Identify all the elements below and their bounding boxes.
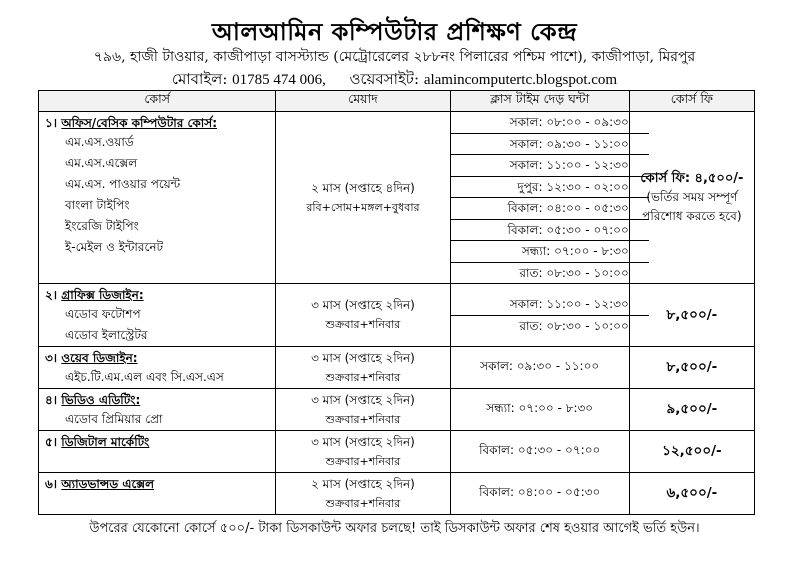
course-fee: ৮,৫০০/- <box>666 359 718 375</box>
fee-cell <box>629 112 754 284</box>
table-header-row <box>39 91 755 112</box>
duration-text: ৩ মাস (সপ্তাহে ২দিন) <box>311 298 415 312</box>
course-fee: কোর্স ফি: ৪,৫০০/- <box>640 171 744 186</box>
duration-cell <box>276 389 450 431</box>
course-row <box>39 112 755 284</box>
duration-cell <box>276 284 450 347</box>
course-name: ডিজিটাল মার্কেটিং <box>61 435 150 449</box>
course-row <box>39 431 755 473</box>
course-row <box>39 473 755 515</box>
course-fee: ১২,৫০০/- <box>662 443 722 459</box>
course-name: ওয়েব ডিজাইন: <box>61 351 138 365</box>
course-subject: এম.এস.ওয়ার্ড <box>65 135 134 149</box>
course-number: ২। <box>45 288 58 302</box>
course-number: ১। <box>45 116 58 130</box>
course-subject: এইচ.টি.এম.এল এবং সি.এস.এস <box>65 370 224 384</box>
discount-notice: উপরের যেকোনো কোর্সে ৫০০/- টাকা ডিসকাউন্ট অফার চলছে! তাই ডিসকাউন্ট অফার শেষ হওয়ার আগেই ভর্তি হউন। <box>89 521 700 536</box>
course-number: ৬। <box>45 477 58 491</box>
mobile-label: মোবাইল: <box>171 70 228 88</box>
class-days: শুক্রবার+শনিবার <box>325 318 401 331</box>
class-days: শুক্রবার+শনিবার <box>325 496 401 510</box>
class-time-slot: রাত: ০৮:৩০ - ১০:০০ <box>519 318 629 333</box>
course-cell <box>39 284 276 347</box>
course-row <box>39 389 755 431</box>
course-subject: এম.এস.এক্সেল <box>65 156 138 170</box>
course-fee: ৯,৫০০/- <box>666 401 718 417</box>
duration-cell <box>276 112 450 284</box>
duration-cell <box>276 431 450 473</box>
course-cell <box>39 389 276 431</box>
course-number: ৩। <box>45 351 58 365</box>
fee-cell <box>629 284 754 347</box>
mobile-number: 01785 474 006, <box>232 72 326 88</box>
course-name: গ্রাফিক্স ডিজাইন: <box>61 288 144 302</box>
class-time-cell <box>450 112 629 284</box>
fee-note: (ভর্তির সময় সম্পূর্ণ পরিশোধ করতে হবে) <box>642 190 742 223</box>
course-fee: ৮,৫০০/- <box>666 306 718 323</box>
course-name: অ্যাডভান্সড এক্সেল <box>61 477 155 491</box>
class-time-cell <box>450 389 629 431</box>
course-cell <box>39 431 276 473</box>
class-time-slot: বিকাল: ০৫:৩০ - ০৭:০০ <box>451 220 649 242</box>
class-time-cell <box>450 473 629 515</box>
course-number: ৫। <box>45 435 58 449</box>
class-time-cell <box>450 431 629 473</box>
course-title <box>45 114 275 132</box>
course-name: অফিস/বেসিক কম্পিউটার কোর্স: <box>61 116 217 130</box>
class-time-slot: দুপুর: ১২:৩০ - ০২:০০ <box>451 177 649 199</box>
course-subject: বাংলা টাইপিং <box>65 198 130 212</box>
course-subject: এম.এস. পাওয়ার পয়েন্ট <box>65 177 181 191</box>
course-cell <box>39 112 276 284</box>
class-time-slot: বিকাল: ০৪:০০ - ০৫:৩০ <box>479 484 601 499</box>
website-url[interactable]: alamincomputertc.blogspot.com <box>423 72 618 88</box>
fee-cell <box>629 431 754 473</box>
course-subject: ই-মেইল ও ইন্টারনেট <box>65 240 164 254</box>
class-time-cell <box>450 284 629 347</box>
class-days: শুক্রবার+শনিবার <box>325 370 401 384</box>
course-title <box>45 433 275 451</box>
fee-cell <box>629 347 754 389</box>
fee-cell <box>629 473 754 515</box>
course-subject: এডোব ফটোশপ <box>65 307 141 321</box>
course-fee: ৬,৫০০/- <box>666 485 718 501</box>
header-duration: মেয়াদ <box>276 91 450 112</box>
course-subject: এডোব ইলাস্ট্রেটর <box>65 328 148 342</box>
class-days: রবি+সোম+মঙ্গল+বুধবার <box>306 200 420 214</box>
course-cell <box>39 347 276 389</box>
class-days: শুক্রবার+শনিবার <box>325 412 401 426</box>
course-title <box>45 391 275 409</box>
course-subject: এডোব প্রিমিয়ার প্রো <box>65 412 163 426</box>
header-course: কোর্স <box>39 91 276 112</box>
duration-text: ২ মাস (সপ্তাহে ২দিন) <box>311 476 415 491</box>
class-time-slot: সকাল: ১১:০০ - ১২:৩০ <box>451 294 649 316</box>
class-time-slot: বিকাল: ০৪:০০ - ০৫:৩০ <box>451 198 649 220</box>
course-row <box>39 284 755 347</box>
duration-text: ৩ মাস (সপ্তাহে ২দিন) <box>311 350 415 365</box>
duration-text: ২ মাস (সপ্তাহে ৪দিন) <box>311 180 415 195</box>
class-time-cell <box>450 347 629 389</box>
course-row <box>39 347 755 389</box>
class-time-slot: রাত: ০৮:৩০ - ১০:০০ <box>519 265 629 280</box>
course-title <box>45 475 275 493</box>
address: ৭৯৬, হাজী টাওয়ার, কাজীপাড়া বাসস্ট্যান্ড (মেট্রোরেলের ২৮৮নং পিলারের পশ্চিম পাশে), কাজীপাড়া, মিরপুর <box>93 49 696 65</box>
institute-title: আলআমিন কম্পিউটার প্রশিক্ষণ কেন্দ্র <box>211 17 578 46</box>
duration-cell <box>276 473 450 515</box>
course-number: ৪। <box>45 393 58 407</box>
header-class-time: ক্লাস টাইম দেড় ঘন্টা <box>450 91 629 112</box>
class-time-slot: সকাল: ০৮:০০ - ০৯:৩০ <box>451 112 649 134</box>
class-time-slot: বিকাল: ০৫:৩০ - ০৭:০০ <box>479 442 601 457</box>
course-name: ভিডিও এডিটিং: <box>61 393 141 407</box>
duration-cell <box>276 347 450 389</box>
course-title <box>45 349 275 367</box>
website-label: ওয়েবসাইট: <box>349 70 420 88</box>
duration-text: ৩ মাস (সপ্তাহে ২দিন) <box>311 434 415 449</box>
fee-cell <box>629 389 754 431</box>
class-time-slot: সন্ধ্যা: ০৭:০০ - ৮:৩০ <box>451 241 649 263</box>
course-subject: ইংরেজি টাইপিং <box>65 219 139 233</box>
class-time-slot: সন্ধ্যা: ০৭:০০ - ৮:৩০ <box>486 400 594 415</box>
header-fee: কোর্স ফি <box>629 91 754 112</box>
class-time-slot: সকাল: ১১:০০ - ১২:৩০ <box>451 155 649 177</box>
course-title <box>45 286 275 304</box>
class-time-slot: সকাল: ০৯:৩০ - ১১:০০ <box>451 134 649 156</box>
course-cell <box>39 473 276 515</box>
course-table <box>38 90 755 515</box>
class-time-slot: সকাল: ০৯:৩০ - ১১:০০ <box>480 358 600 373</box>
class-days: শুক্রবার+শনিবার <box>325 454 401 468</box>
duration-text: ৩ মাস (সপ্তাহে ২দিন) <box>311 392 415 407</box>
